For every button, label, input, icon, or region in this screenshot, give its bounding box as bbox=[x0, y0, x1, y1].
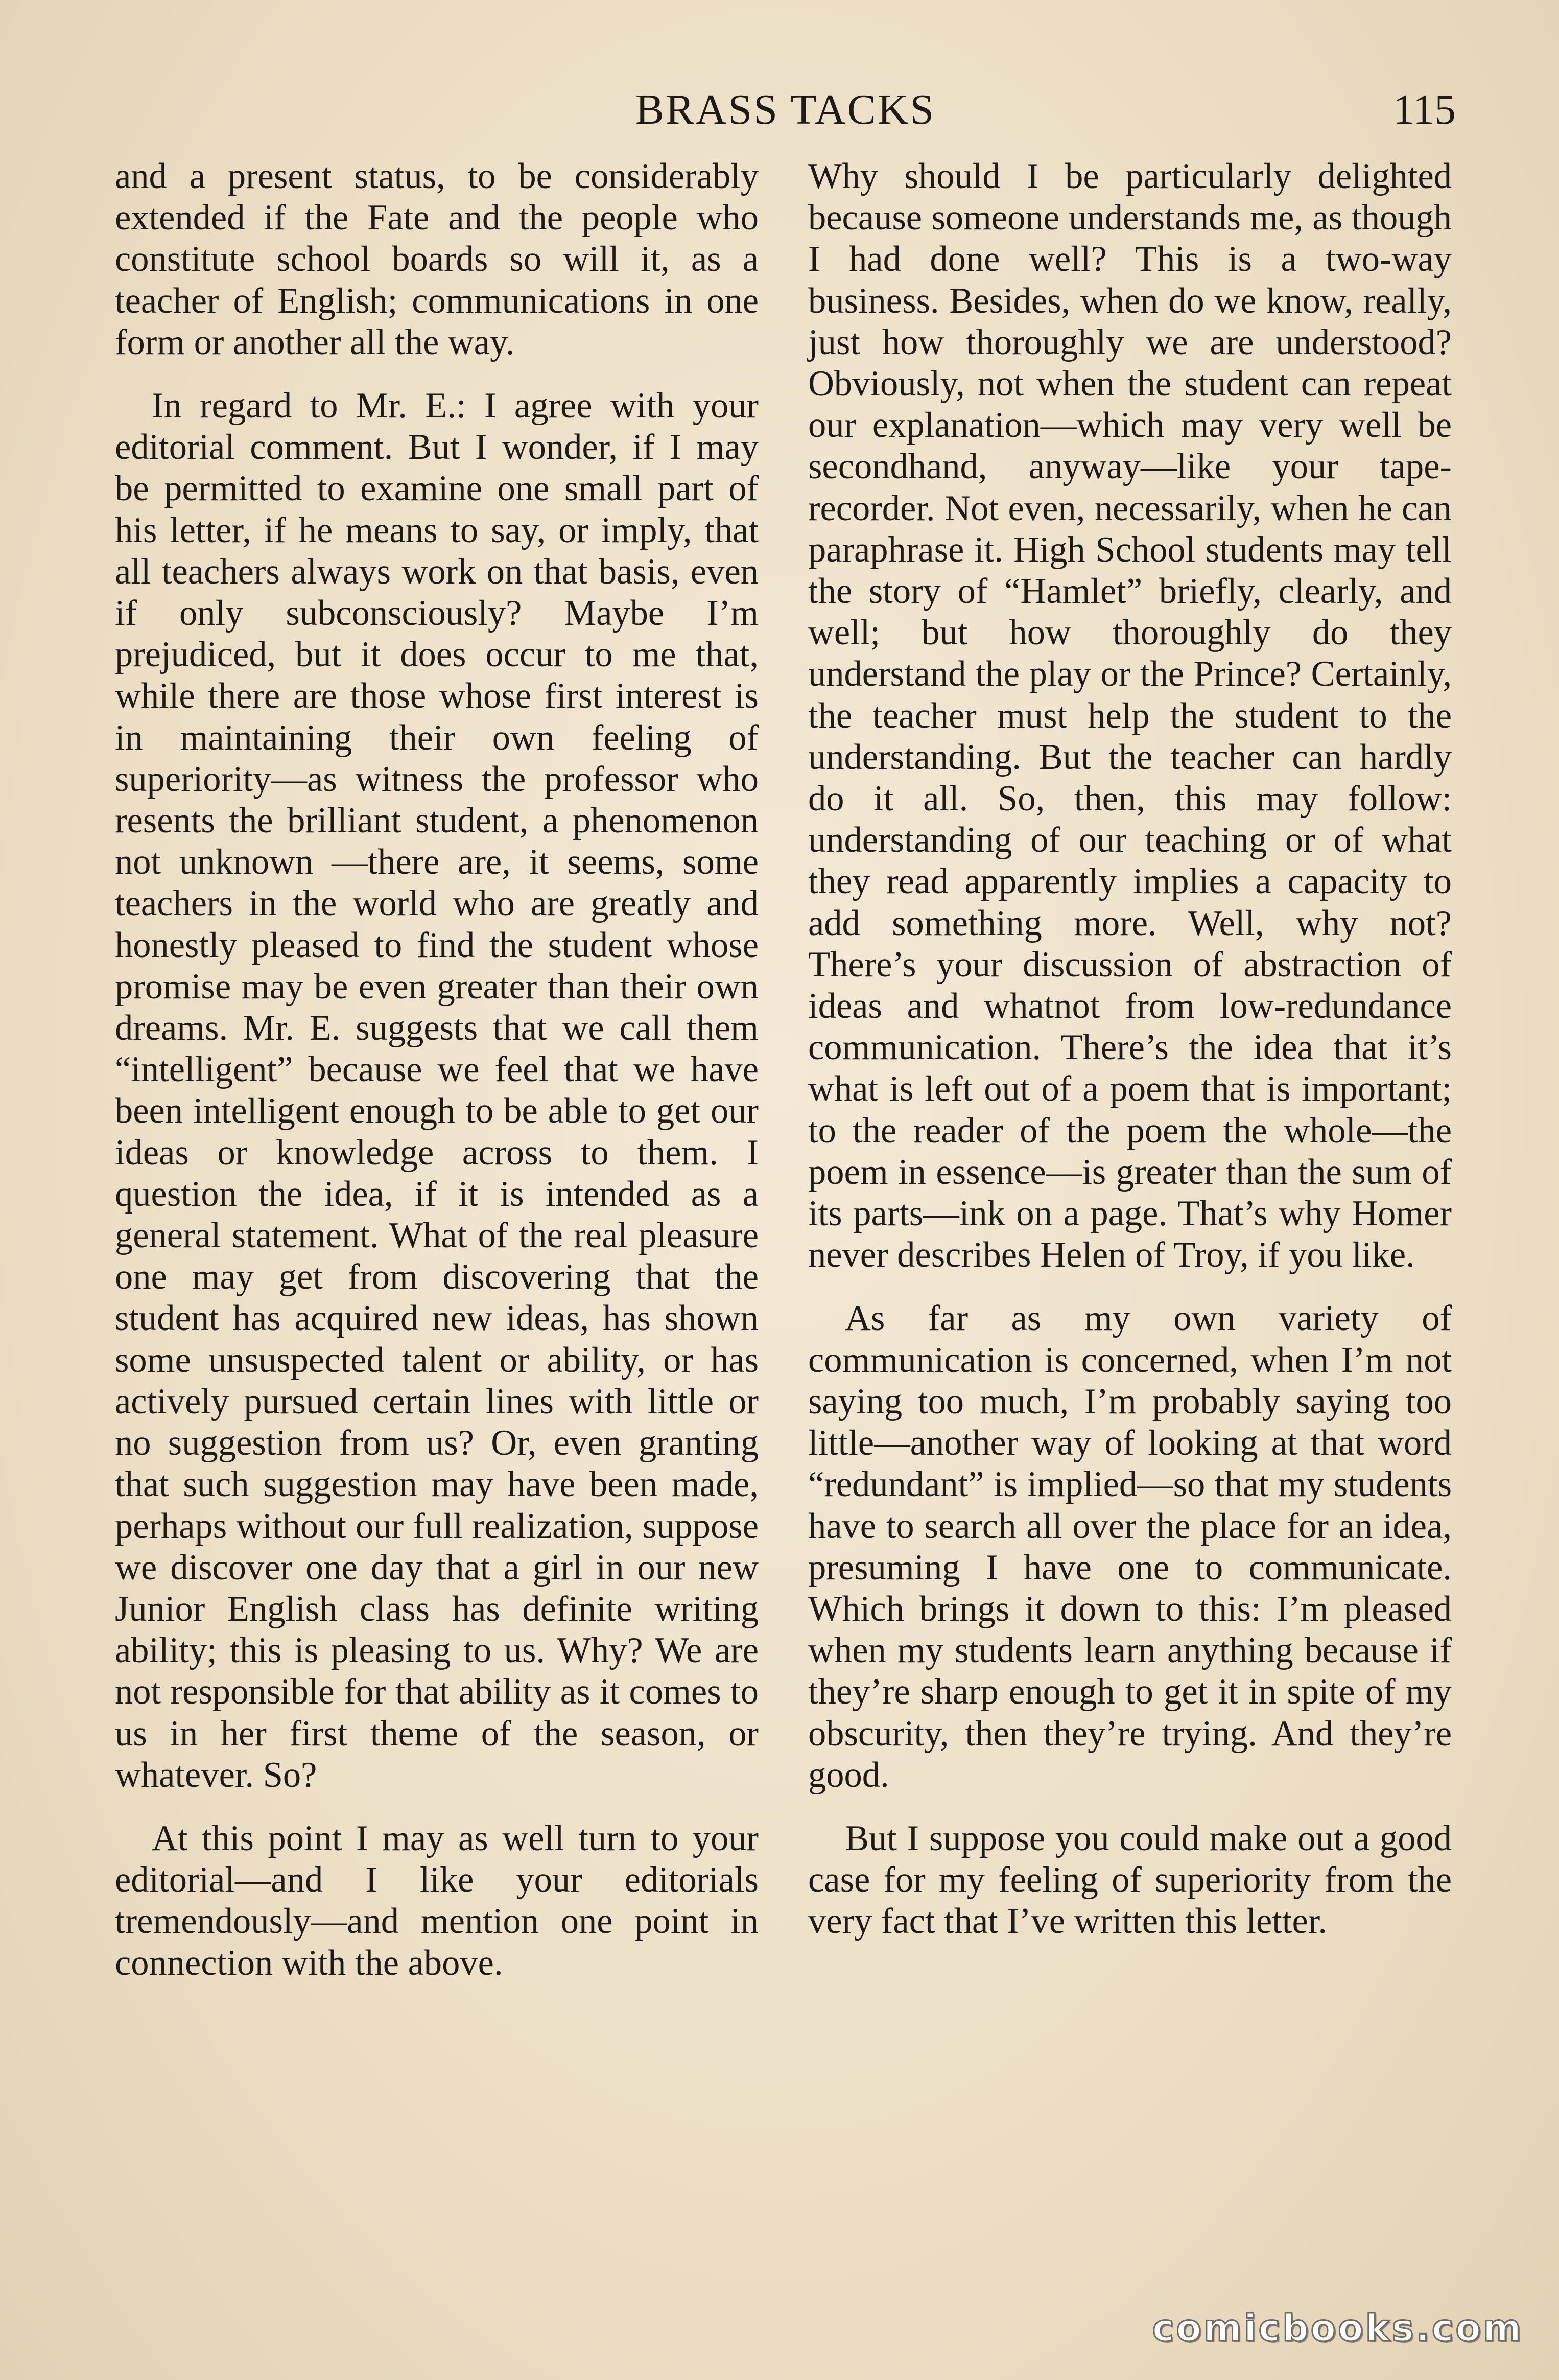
paragraph: Why should I be particularly delighted because someone understands me, as though I had done well? This is a two-way business. Besides, when do we know, really, just how thoroughly we are understood? Obviously, not when the student can repeat our explanation—which may very well be secondhand, anyway—like your tape-recorder. Not even, necessarily, when he can paraphrase it. High School students may tell the story of “Hamlet” briefly, clearly, and well; but how thoroughly do they understand the play or the Prince? Certainly, the teacher must help the student to the understanding. But the teacher can hardly do it all. So, then, this may follow: understanding of our teaching or of what they read apparently implies a capacity to add something more. Well, why not? There’s your discussion of abstraction of ideas and whatnot from low-redundance communication. There’s the idea that it’s what is left out of a poem that is important; to the reader of the poem the whole—the poem in essence—is greater than the sum of its parts—ink on a page. That’s why Homer never describes Helen of Troy, if you like. bbox=[808, 156, 1452, 1275]
paragraph: and a present status, to be considerably extended if the Fate and the people who constitute school boards so will it, as a teacher of English; communications in one form or another all the way. bbox=[115, 156, 759, 362]
paragraph: In regard to Mr. E.: I agree with your editorial comment. But I wonder, if I may be permitted to examine one small part of his letter, if he means to say, or imply, that all teachers always work on that basis, even if only subconsciously? Maybe I’m prejudiced, but it does occur to me that, while there are those whose first interest is in maintaining their own feeling of superiority—as witness the professor who resents the brilliant student, a phenomenon not unknown —there are, it seems, some teachers in the world who are greatly and honestly pleased to find the student whose promise may be even greater than their own dreams. Mr. E. suggests that we call them “intelligent” because we feel that we have been intelligent enough to be able to get our ideas or knowledge across to them. I question the idea, if it is intended as a general statement. What of the real pleasure one may get from discovering that the student has acquired new ideas, has shown some unsuspected talent or ability, or has actively pursued certain lines with little or no suggestion from us? Or, even granting that such suggestion may have been made, perhaps without our full realization, suppose we discover one day that a girl in our new Junior English class has definite writing ability; this is pleasing to us. Why? We are not responsible for that ability as it comes to us in her first theme of the season, or whatever. So? bbox=[115, 386, 759, 1795]
running-title: BRASS TACKS bbox=[635, 86, 936, 133]
paragraph: But I suppose you could make out a good case for my feeling of superiority from the very fact that I’ve written this letter. bbox=[808, 1818, 1452, 1942]
paragraph: As far as my own variety of communication is concerned, when I’m not saying too much, I’m probably saying too little—another way of looking at that word “redundant” is implied—so that my students have to search all over the place for an idea, presuming I have one to communicate. Which brings it down to this: I’m pleased when my students learn anything because if they’re sharp enough to get it in spite of my obscurity, then they’re trying. And they’re good. bbox=[808, 1298, 1452, 1795]
page-header bbox=[115, 82, 1456, 138]
right-column bbox=[808, 156, 1452, 1965]
left-column bbox=[115, 156, 759, 2006]
paragraph: At this point I may as well turn to your editorial—and I like your editorials tremendously—and mention one point in connection with the above. bbox=[115, 1818, 759, 1983]
watermark: comicbooks.com bbox=[1152, 2306, 1523, 2349]
page-number: 115 bbox=[1393, 86, 1456, 133]
